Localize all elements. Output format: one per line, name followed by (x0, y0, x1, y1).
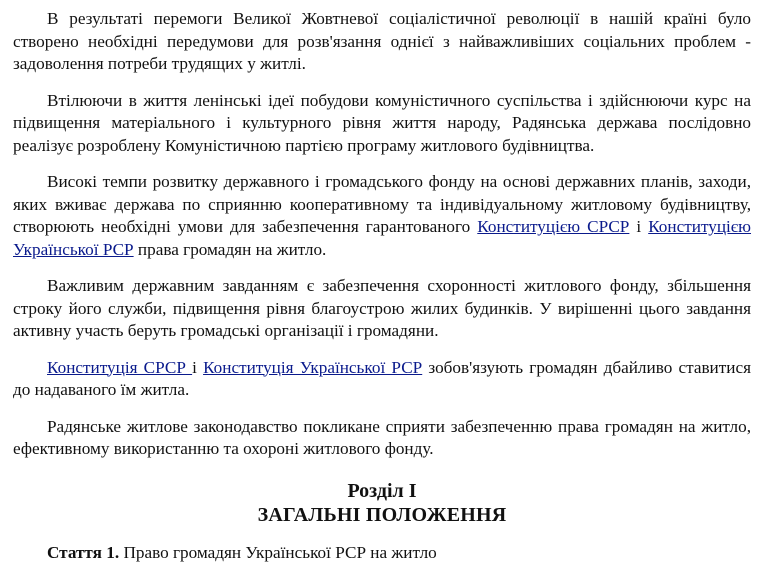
preamble-paragraph-3 (13, 171, 751, 261)
paragraph-text: зобов'язують громадян дбайливо ставитися до надаваного їм житла. (13, 358, 751, 400)
preamble-paragraph-5 (13, 357, 751, 402)
ussr-constitution-link[interactable]: Конституцією СРСР (477, 217, 629, 236)
section-heading (13, 480, 751, 528)
ussr-constitution-link[interactable]: Конституція СРСР (47, 358, 192, 377)
article-heading (13, 542, 751, 564)
paragraph-text: права громадян на житло. (134, 240, 327, 259)
preamble-paragraph-4: Важливим державним завданням є забезпечення схоронності житлового фонду, збільшення строку його служби, підвищення рівня благоустрою жилих будинків. У вирішенні цього завдання активну участь беруть громадські організації і громадяни. (13, 275, 751, 343)
preamble-paragraph-6: Радянське житлове законодавство покликане сприяти забезпеченню права громадян на житло, ефективному використанню та охороні житлового фонду. (13, 416, 751, 461)
document-body (13, 8, 751, 564)
section-number: Розділ I (13, 480, 751, 502)
preamble-paragraph-2: Втілюючи в життя ленінські ідеї побудови комуністичного суспільства і здійснюючи курс на підвищення матеріального і культурного рівня життя народу, Радянська держава послідовно реалізує розроблену Комуністичною партією програму житлового будівництва. (13, 90, 751, 158)
ukrainian-ssr-constitution-link[interactable]: Конституцією Української РСР (13, 217, 751, 259)
paragraph-text: Високі темпи розвитку державного і громадського фонду на основі державних планів, заходи, яких вживає держава по сприянню кооперативному та індивідуальному житловому будівництву, створюють необхідні умови для забезпечення гарантованого (13, 172, 751, 236)
article-label: Стаття 1. (47, 543, 119, 562)
preamble-paragraph-1: В результаті перемоги Великої Жовтневої соціалістичної революції в нашій країні було створено необхідні передумови для розв'язання однієї з найважливіших соціальних проблем - задоволення потреби трудящих у житлі. (13, 8, 751, 76)
section-title: ЗАГАЛЬНІ ПОЛОЖЕННЯ (13, 502, 751, 528)
article-title: Право громадян Української РСР на житло (119, 543, 437, 562)
paragraph-text: і (192, 358, 203, 377)
paragraph-text: і (629, 217, 648, 236)
ukrainian-ssr-constitution-link[interactable]: Конституція Української РСР (203, 358, 422, 377)
